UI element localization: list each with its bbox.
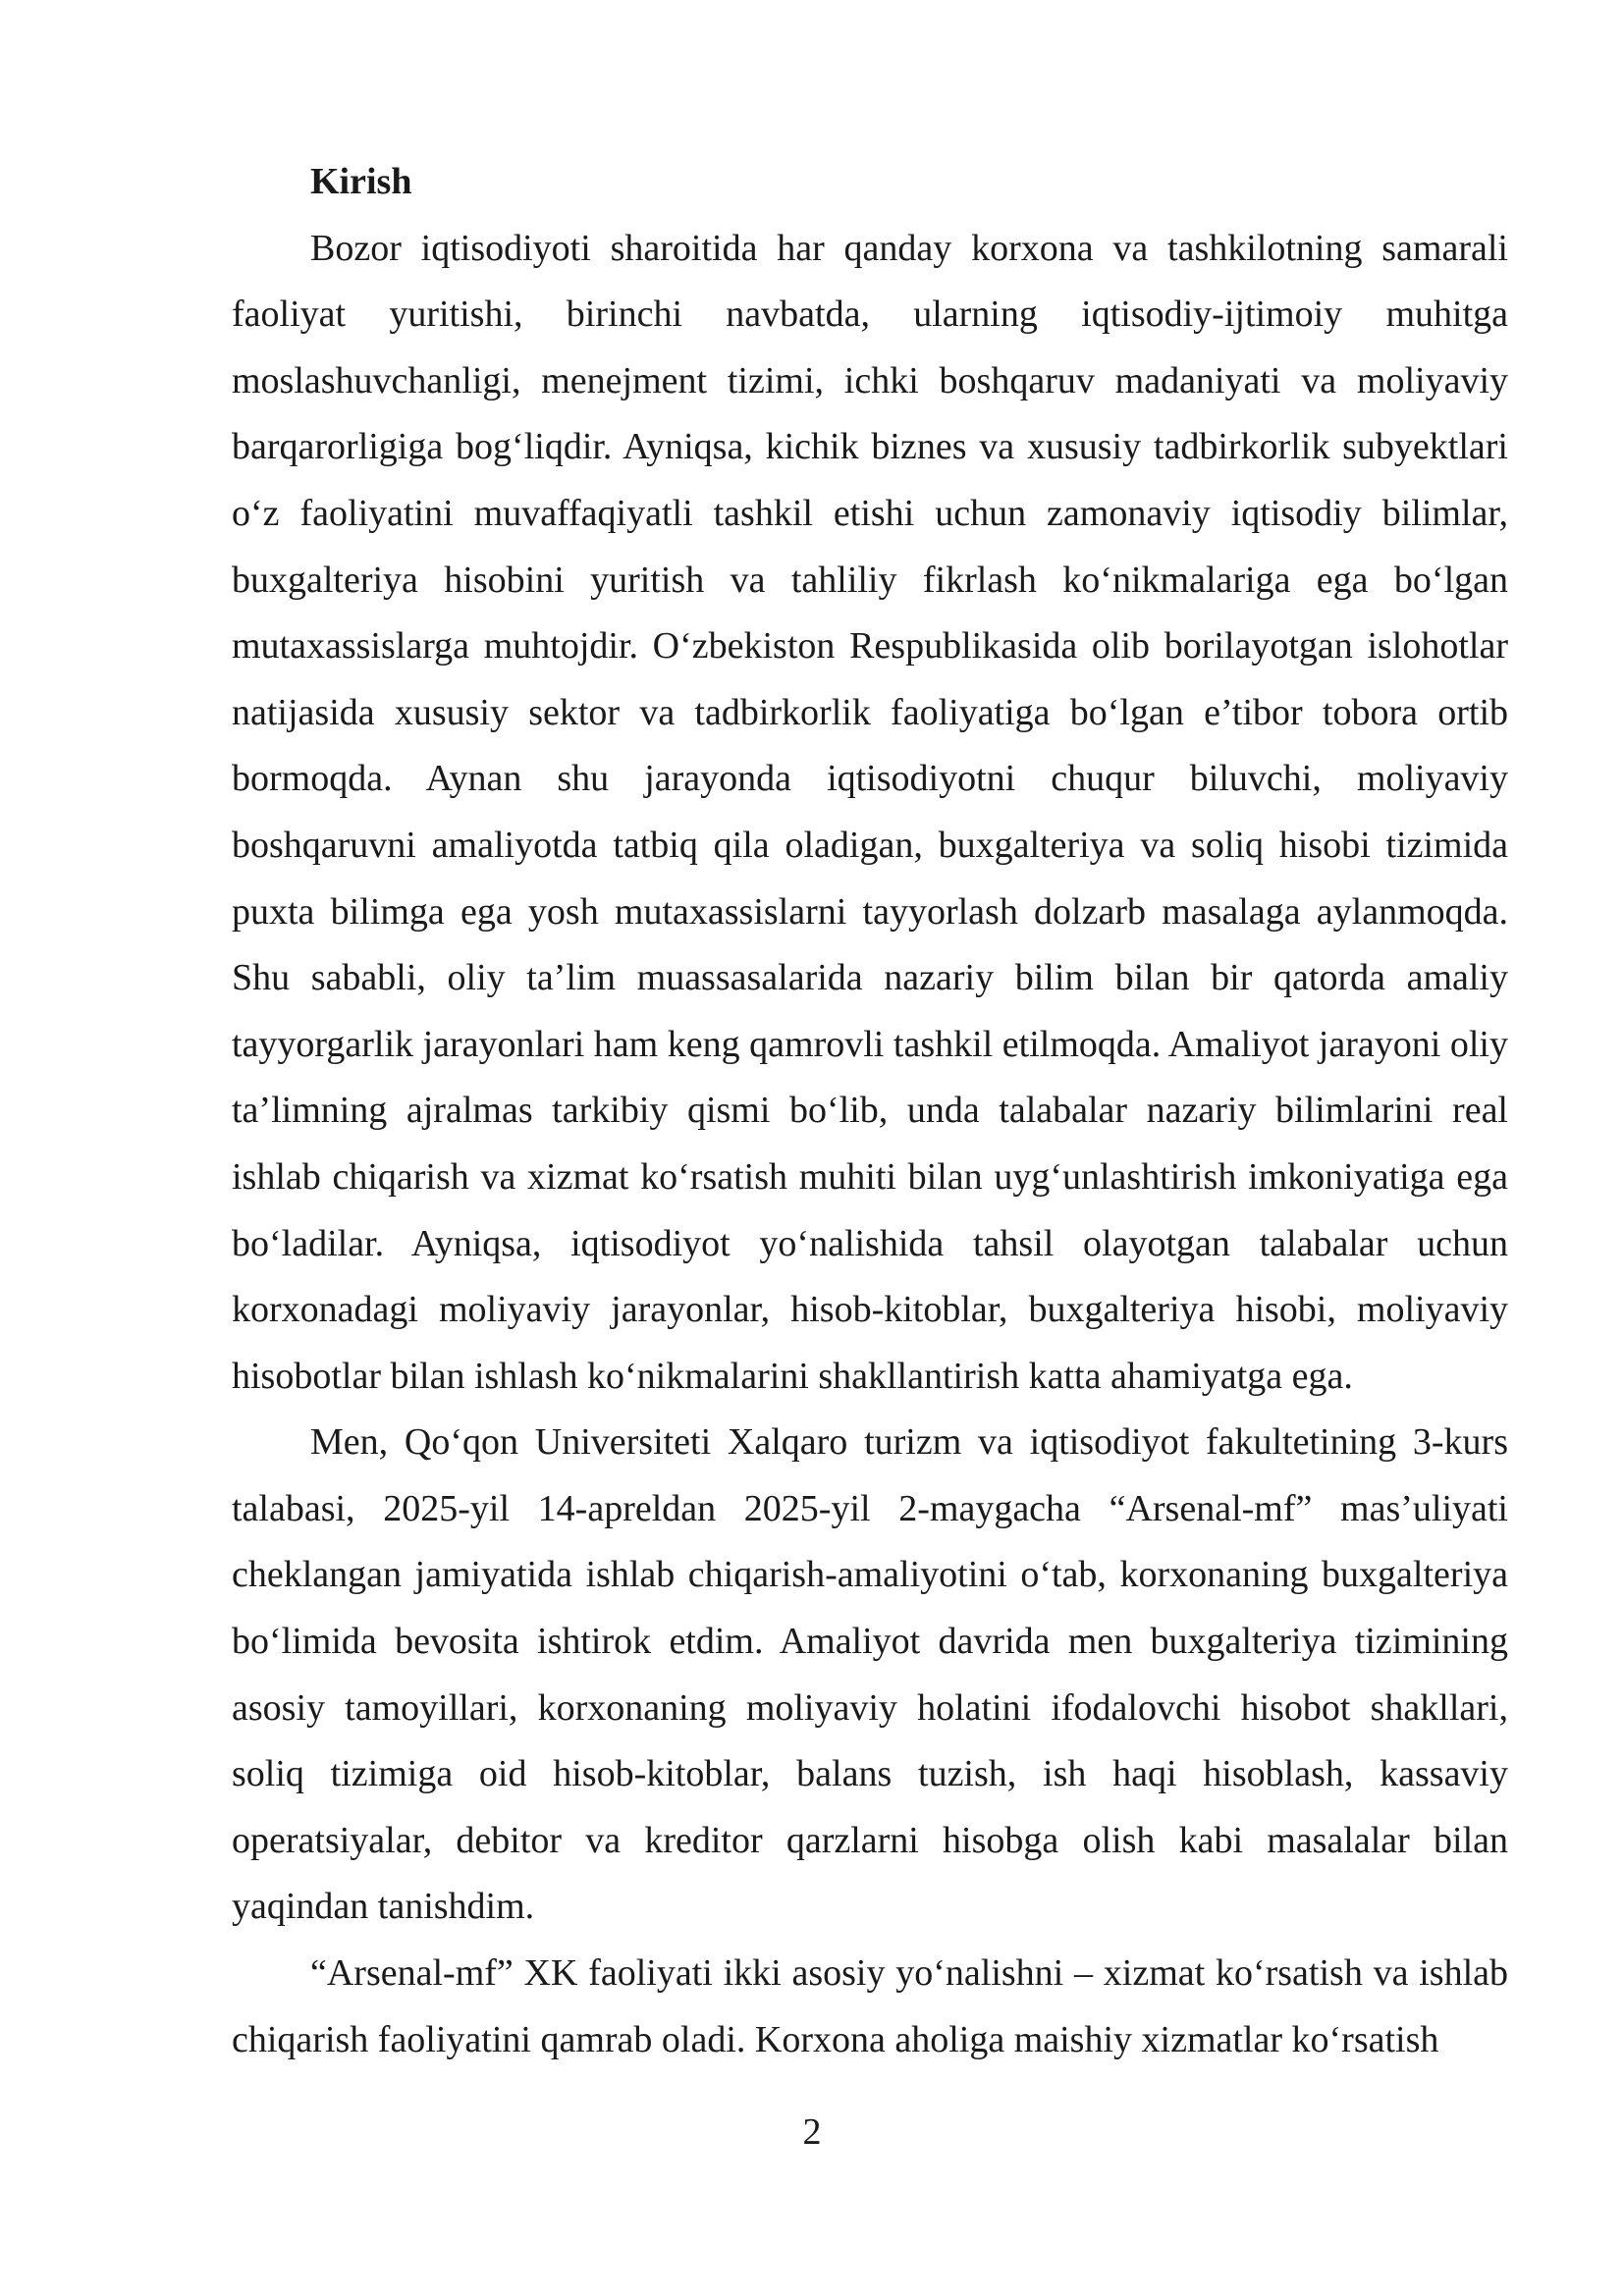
section-heading: Kirish	[310, 161, 412, 202]
paragraph-internship: Men, Qo‘qon Universiteti Xalqaro turizm va iqtisodiyot fakultetining 3-kurs talabasi, 2025-yil 14-apreldan 2025-yil 2-maygacha “Arsenal-mf” mas’uliyati cheklangan jamiyatida ishlab chiqarish-amaliyotini o‘tab, korxonaning buxgalteriya bo‘limida bevosita ishtirok etdim. Amaliyot davrida men buxgalteriya tizimining asosiy tamoyillari, korxonaning moliyaviy holatini ifodalovchi hisobot shakllari, soliq tizimiga oid hisob-kitoblar, balans tuzish, ish haqi hisoblash, kassaviy operatsiyalar, debitor va kreditor qarzlarni hisobga olish kabi masalalar bilan yaqindan tanishdim.	[232, 1421, 1508, 1928]
paragraph-company: “Arsenal-mf” XK faoliyati ikki asosiy yo‘nalishni – xizmat ko‘rsatish va ishlab chiqarish faoliyatini qamrab oladi. Korxona aholiga maishiy xizmatlar ko‘rsatish	[232, 1952, 1508, 2060]
document-body	[232, 149, 1508, 2073]
page-number: 2	[802, 2111, 822, 2153]
paragraph-intro: Bozor iqtisodiyoti sharoitida har qanday korxona va tashkilotning samarali faoliyat yuritishi, birinchi navbatda, ularning iqtisodiy-ijtimoiy muhitga moslashuvchanligi, menejment tizimi, ichki boshqaruv madaniyati va moliyaviy barqarorligiga bog‘liqdir. Ayniqsa, kichik biznes va xususiy tadbirkorlik subyektlari o‘z faoliyatini muvaffaqiyatli tashkil etishi uchun zamonaviy iqtisodiy bilimlar, buxgalteriya hisobini yuritish va tahliliy fikrlash ko‘nikmalariga ega bo‘lgan mutaxassislarga muhtojdir. O‘zbekiston Respublikasida olib borilayotgan islohotlar natijasida xususiy sektor va tadbirkorlik faoliyatiga bo‘lgan e’tibor tobora ortib bormoqda. Aynan shu jarayonda iqtisodiyotni chuqur biluvchi, moliyaviy boshqaruvni amaliyotda tatbiq qila oladigan, buxgalteriya va soliq hisobi tizimida puxta bilimga ega yosh mutaxassislarni tayyorlash dolzarb masalaga aylanmoqda. Shu sababli, oliy ta’lim muassasalarida nazariy bilim bilan bir qatorda amaliy tayyorgarlik jarayonlari ham keng qamrovli tashkil etilmoqda. Amaliyot jarayoni oliy ta’limning ajralmas tarkibiy qismi bo‘lib, unda talabalar nazariy bilimlarini real ishlab chiqarish va xizmat ko‘rsatish muhiti bilan uyg‘unlashtirish imkoniyatiga ega bo‘ladilar. Ayniqsa, iqtisodiyot yo‘nalishida tahsil olayotgan talabalar uchun korxonadagi moliyaviy jarayonlar, hisob-kitoblar, buxgalteriya hisobi, moliyaviy hisobotlar bilan ishlash ko‘nikmalarini shakllantirish katta ahamiyatga ega.	[232, 227, 1508, 1397]
